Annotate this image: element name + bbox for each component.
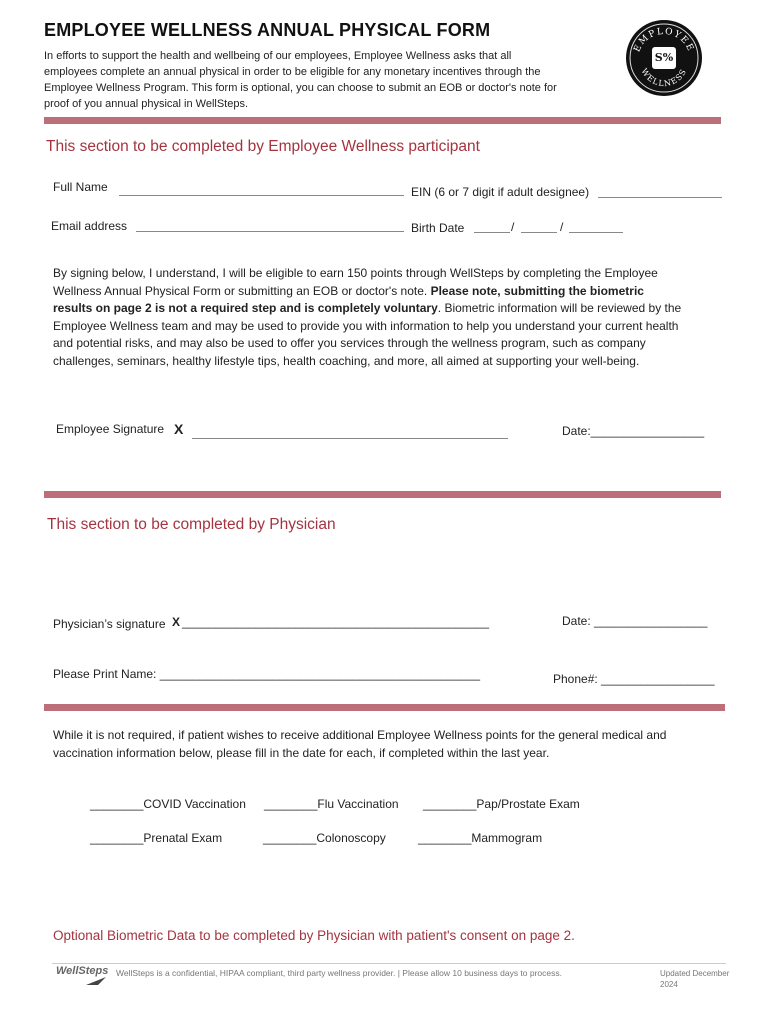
section-divider-3	[44, 704, 725, 711]
optional-points-paragraph: While it is not required, if patient wishes to receive additional Employee Wellness points for the general medical and vaccination information below, please fill in the date for each, if completed within the last year.	[53, 728, 667, 760]
svg-text:WELLNESS: WELLNESS	[639, 66, 689, 89]
wellsteps-logo	[56, 965, 108, 977]
footer-disclaimer: WellSteps is a confidential, HIPAA compliant, third party wellness provider. | Please allow 10 business days to process.	[116, 968, 563, 978]
email-label: Email address	[51, 219, 128, 233]
section-divider-2	[44, 491, 721, 498]
svg-text:EMPLOYEE: EMPLOYEE	[632, 26, 696, 54]
page-title: EMPLOYEE WELLNESS ANNUAL PHYSICAL FORM	[44, 20, 491, 40]
physician-signature-label: Physician’s signature	[53, 617, 166, 631]
biometric-note: Optional Biometric Data to be completed by Physician with patient's consent on page 2.	[53, 928, 575, 943]
physician-section-heading: This section to be completed by Physician	[47, 516, 336, 533]
email-field[interactable]	[136, 231, 404, 232]
section-divider-1	[44, 117, 721, 124]
employee-date-field[interactable]: Date:_________________	[562, 424, 705, 438]
date-separator: /	[511, 220, 515, 234]
physician-signature-field[interactable]: ______________________________________________	[182, 615, 489, 629]
phone-field[interactable]: Phone#: _________________	[553, 672, 715, 686]
employee-signature-label: Employee Signature	[56, 422, 165, 436]
date-separator: /	[560, 220, 564, 234]
employee-wellness-logo	[626, 20, 702, 96]
birth-day-field[interactable]	[521, 232, 557, 233]
participant-section-heading: This section to be completed by Employee Wellness participant	[46, 138, 480, 155]
employee-signature-field[interactable]	[192, 438, 508, 439]
consent-text-end: . Biometric information will be reviewed by the Employee Wellness team and may be used to provide you with information to help you understand your current health and potential risks, and may also be used to offer you services through the wellness program, such as company challenges, seminars, healthy lifestyle tips, health coaching, and more, all aimed at supporting your well-being.	[53, 301, 682, 368]
birth-date-label: Birth Date	[411, 221, 465, 235]
birth-month-field[interactable]	[474, 232, 510, 233]
consent-text: By signing below, I understand, I will be eligible to earn 150 points through WellSteps by completing the Employee Wellness Annual Physical Form or submitting an EOB or doctor's note.	[53, 266, 658, 298]
full-name-field[interactable]	[119, 195, 404, 196]
full-name-label: Full Name	[53, 180, 108, 194]
consent-bold-text: Please note, submitting the biometric results on page 2 is not a required step and is completely voluntary	[53, 283, 644, 315]
print-name-field[interactable]: Please Print Name: ________________________________________________	[53, 667, 481, 681]
prenatal-exam-field[interactable]: ________Prenatal Exam	[90, 831, 223, 845]
logo-mark: S%	[652, 47, 676, 69]
footer-divider	[52, 963, 726, 964]
physician-signature-x: X	[172, 615, 181, 629]
colonoscopy-field[interactable]: ________Colonoscopy	[263, 831, 386, 845]
updated-date: Updated December 2024	[660, 969, 730, 989]
wellsteps-swoosh-icon	[84, 973, 114, 987]
pap-prostate-exam-field[interactable]: ________Pap/Prostate Exam	[423, 797, 580, 811]
ein-label: EIN (6 or 7 digit if adult designee)	[411, 185, 590, 199]
intro-paragraph: In efforts to support the health and wellbeing of our employees, Employee Wellness asks that all employees complete an annual physical in order to be eligible for any monetary incentives through the Employee Wellness Program. This form is optional, you can choose to submit an EOB or doctor's note for proof of you annual physical in WellSteps.	[44, 50, 557, 110]
physician-date-field[interactable]: Date: _________________	[562, 614, 708, 628]
mammogram-field[interactable]: ________Mammogram	[418, 831, 543, 845]
flu-vaccination-field[interactable]: ________Flu Vaccination	[264, 797, 399, 811]
wellsteps-logo-text: WellSteps	[56, 965, 109, 977]
signature-x-mark: X	[174, 421, 184, 437]
consent-paragraph	[53, 265, 683, 370]
covid-vaccination-field[interactable]: ________COVID Vaccination	[90, 797, 246, 811]
birth-year-field[interactable]	[569, 232, 623, 233]
ein-field[interactable]	[598, 197, 722, 198]
